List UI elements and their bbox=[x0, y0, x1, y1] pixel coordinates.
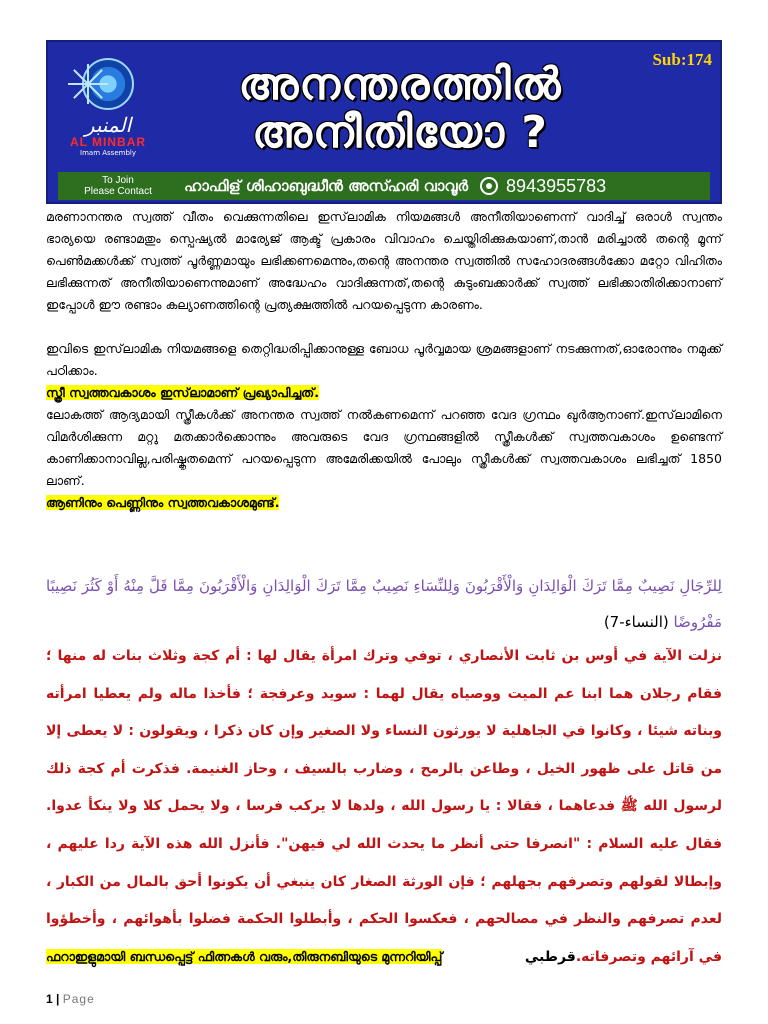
paragraph-intro: മരണാനന്തര സ്വത്ത് വീതം വെക്കുന്നതിലെ ഇസ്‌ലാമിക നിയമങ്ങൾ അനീതിയാണെന്ന് വാദിച്ച് ഒരാൾ സ്വന്തം ഭാര്യയെ രണ്ടാമതും സ്പെഷ്യൽ മാര്യേജ് ആക്ട് പ്രകാരം വിവാഹം ചെയ്തിരിക്കുകയാണ്,താൻ മരിച്ചാൽ തന്റെ മൂന്ന് പെൺമക്കൾക്ക് സ്വത്ത് പൂർണ്ണമായും ലഭിക്കണമെന്നും,തന്റെ അനന്തര സ്വത്തിൽ സഹോദരങ്ങൾക്കോ മറ്റോ വിഹിതം ലഭിക്കുന്നത് അനീതിയാണെന്നുമാണ് അദ്ധേഹം വാദിക്കുന്നത്,തന്റെ കുടുംബക്കാർക്ക് സ്വത്ത് ലഭിക്കാതിരിക്കാനാണ് ഇപ്പോൾ ഈ രണ്ടാം കല്യാണത്തിന്റെ പ്രത്യക്ഷത്തിൽ പറയപ്പെടുന്ന കാരണം. bbox=[46, 209, 722, 312]
rosette-icon bbox=[82, 58, 134, 110]
tafsir-text bbox=[46, 638, 722, 976]
contact-name: ഹാഫിള് ശിഹാബുദ്ധീൻ അസ്ഹരി വാവൂർ bbox=[184, 177, 469, 195]
tafsir-body: نزلت الآية في أوس بن ثابت الأنصاري ، توفي وترك امرأة يقال لها : أم كجة وثلاث بنات له منها ؛ فقام رجلان هما ابنا عم الميت ووصياه يقال لهما : سويد وعرفجة ؛ فأخذا ماله ولم يعطيا امرأته وبناته شيئا ، وكانوا في الجاهلية لا يورثون النساء ولا الصغير وإن كان ذكرا ، ويقولون : لا يعطى إلا من قاتل على ظهور الخيل ، وطاعن بالرمح ، وضارب بالسيف ، وحاز الغنيمة. فذكرت أم كجة ذلك لرسول الله ﷺ فدعاهما ، فقالا : يا رسول الله ، ولدها لا يركب فرسا ، ولا يحمل كلا ولا ينكأ عدوا. فقال عليه السلام : "انصرفا حتى أنظر ما يحدث الله لي فيهن". فأنزل الله هذه الآية ردا عليهم ، وإبطالا لقولهم وتصرفهم بجهلهم ؛ فإن الورثة الصغار كان ينبغي أن يكونوا أحق بالمال من الكبار ، لعدم تصرفهم والنظر في مصالحهم ، فعكسوا الحكم ، وأبطلوا الحكمة فضلوا بأهوائهم ، وأخطؤوا في آرائهم وتصرفاته. bbox=[46, 648, 722, 965]
page-separator: | bbox=[52, 992, 63, 1006]
heading-both-rights bbox=[46, 492, 722, 514]
paragraph-purpose: ഇവിടെ ഇസ്‌ലാമിക നിയമങ്ങളെ തെറ്റിദ്ധരിപ്പിക്കാനുള്ള ബോധ പൂർവ്വമായ ശ്രമങ്ങളാണ് നടക്കുന്നത്,ഓരോന്നും നമുക്ക് പഠിക്കാം. bbox=[46, 341, 722, 378]
paragraph-quran-first: ലോകത്ത് ആദ്യമായി സ്ത്രീകൾക്ക് അനന്തര സ്വത്ത് നൽകണമെന്ന് പറഞ്ഞ വേദ ഗ്രന്ഥം ഖുർആനാണ്.ഇസ്‌ലാമിനെ വിമർശിക്കുന്ന മറ്റു മതക്കാർക്കൊന്നും അവരുടെ വേദ ഗ്രന്ഥങ്ങളിൽ സ്ത്രീകൾക്ക് സ്വത്തവകാശം ഉണ്ടെന്ന് കാണിക്കാനാവില്ല,പരിഷ്കൃതമെന്ന് പറയപ്പെടുന്ന അമേരിക്കയിൽ പോലും സ്ത്രീകൾക്ക് സ്വത്തവകാശം ലഭിച്ചത് 1850 ലാണ്. bbox=[46, 407, 722, 488]
header-banner bbox=[46, 40, 722, 204]
heading-fitna-warning-text: ഫറാഇളുമായി ബന്ധപ്പെട്ട് ഫിത്നകൾ വരും,തിരുനബിയുടെ മുന്നറിയിപ്പ് bbox=[46, 949, 443, 964]
heading-women-rights bbox=[46, 382, 722, 404]
logo-arabic-text: المنبر bbox=[84, 113, 132, 137]
tafsir-source: قرطبي bbox=[524, 948, 576, 965]
join-line-1: To Join bbox=[102, 175, 134, 186]
phone-number[interactable]: 8943955783 bbox=[506, 175, 607, 196]
join-line-2: Please Contact bbox=[84, 186, 152, 197]
heading-women-rights-text: സ്ത്രീ സ്വത്തവകാശം ഇസ്‌ലാമാണ് പ്രഖ്യാപിച്ചത്. bbox=[46, 385, 319, 400]
page-label: Page bbox=[62, 992, 95, 1006]
verse-text: لِلرِّجَالِ نَصِيبٌ مِمَّا تَرَكَ الْوَالِدَانِ وَالْأَقْرَبُونَ وَلِلنِّسَاءِ نَصِيبٌ مِمَّا تَرَكَ الْوَالِدَانِ وَالْأَقْرَبُونَ مِمَّا قَلَّ مِنْهُ أَوْ كَثُرَ نَصِيبًا مَفْرُوضًا bbox=[46, 577, 722, 631]
page-footer bbox=[46, 992, 95, 1006]
logo-name: AL MINBAR bbox=[69, 135, 147, 149]
contact-bar bbox=[58, 172, 710, 200]
heading-fitna-warning bbox=[46, 946, 722, 968]
quran-verse bbox=[46, 568, 722, 640]
heading-both-rights-text: ആണിനും പെണ്ണിനും സ്വത്തവകാശമുണ്ട്. bbox=[46, 495, 280, 510]
page-number: 1 bbox=[46, 992, 53, 1006]
subject-number: Sub:174 bbox=[652, 50, 712, 69]
title-line-2: അനീതിയോ ? bbox=[252, 107, 548, 158]
whatsapp-icon bbox=[480, 177, 498, 195]
al-minbar-logo bbox=[58, 58, 158, 170]
join-label bbox=[58, 175, 178, 197]
logo-subtitle: Imam Assembly bbox=[80, 149, 136, 157]
title-line-1: അനന്തരത്തിൽ bbox=[238, 59, 562, 110]
verse-reference: (النساء-7) bbox=[603, 613, 669, 631]
